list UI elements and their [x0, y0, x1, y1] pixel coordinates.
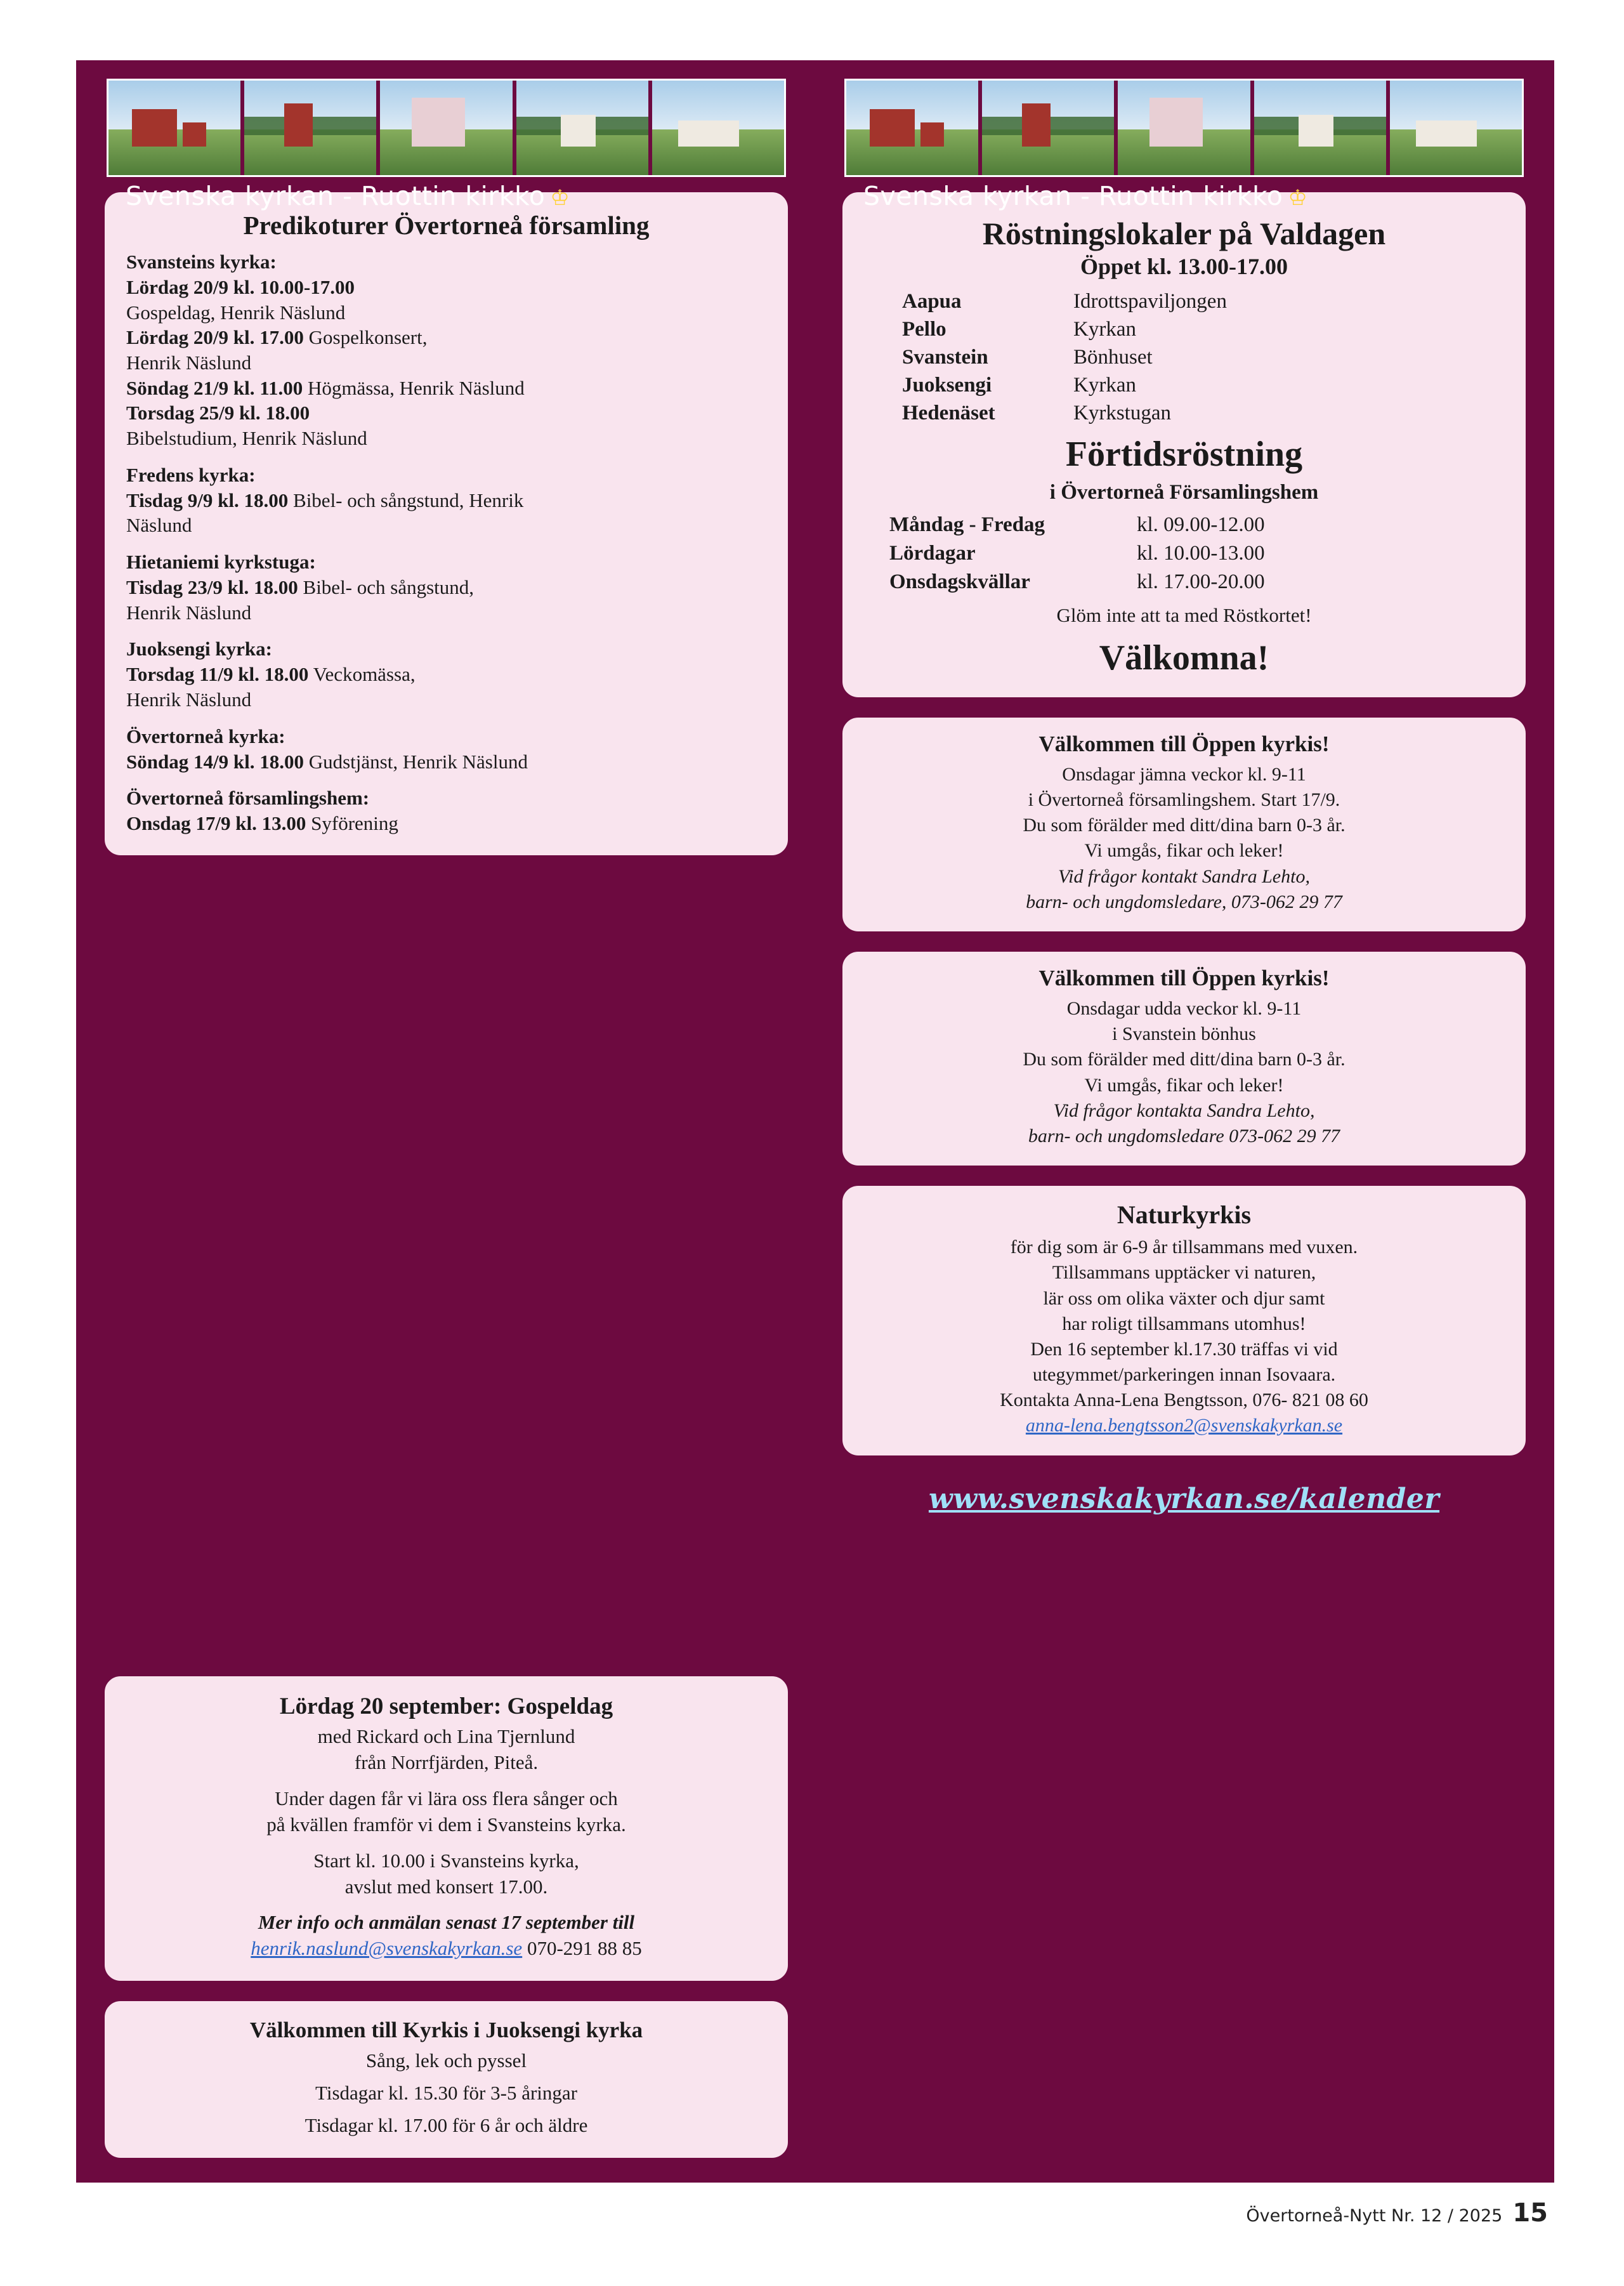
left-column — [89, 70, 804, 2176]
open-kyrkis-line: Onsdagar jämna veckor kl. 9-11 — [1062, 763, 1306, 785]
crown-icon: ♔ — [1288, 185, 1308, 211]
voting-place: Aapua — [902, 290, 962, 313]
early-voting-title: Förtidsröstning — [1065, 435, 1303, 474]
schedule-line: Lördag 20/9 kl. 17.00 Gospelkonsert, — [126, 326, 428, 349]
voting-time: kl. 09.00-12.00 — [1137, 513, 1265, 536]
email-link[interactable]: anna-lena.bengtsson2@svenskakyrkan.se — [1025, 1415, 1343, 1436]
right-column — [827, 70, 1542, 2176]
left-spacer — [89, 874, 804, 1674]
table-row — [902, 290, 1504, 313]
gospel-day-contact — [126, 1936, 766, 1962]
naturkyrkis-line: Den 16 september kl.17.30 träffas vi vid — [1030, 1338, 1338, 1360]
voting-time: kl. 17.00-20.00 — [1137, 570, 1265, 593]
open-kyrkis-line: Onsdagar udda veckor kl. 9-11 — [1066, 998, 1302, 1020]
table-row — [902, 318, 1504, 341]
voting-venue: Idrottspaviljongen — [1073, 290, 1227, 313]
schedule-line: Gospeldag, Henrik Näslund — [126, 301, 346, 324]
gospel-day-start: Start kl. 10.00 i Svansteins kyrka, — [313, 1849, 579, 1872]
voting-welcome: Välkomna! — [1099, 638, 1269, 678]
voting-venue: Kyrkan — [1073, 318, 1136, 341]
church-photo — [1254, 81, 1386, 175]
group-label: Juoksengi kyrka: — [126, 638, 272, 660]
voting-time: kl. 10.00-13.00 — [1137, 542, 1265, 565]
voting-venue: Kyrkstugan — [1073, 402, 1171, 424]
voting-box — [841, 190, 1528, 699]
schedule-line: Lördag 20/9 kl. 10.00-17.00 — [126, 276, 355, 298]
naturkyrkis-line: utegymmet/parkeringen innan Isovaara. — [1032, 1364, 1336, 1386]
schedule-line: Onsdag 17/9 kl. 13.00 Syförening — [126, 812, 398, 835]
naturkyrkis-box — [841, 1184, 1528, 1457]
church-photo — [516, 81, 648, 175]
gospel-day-start: avslut med konsert 17.00. — [344, 1875, 548, 1898]
table-row — [902, 346, 1504, 369]
preaching-group — [126, 787, 766, 836]
early-voting-times-table — [889, 513, 1504, 594]
right-photo-band — [827, 70, 1542, 211]
voting-venue: Bönhuset — [1073, 346, 1153, 369]
gospel-day-line: från Norrfjärden, Piteå. — [354, 1751, 539, 1773]
open-kyrkis-line: i Övertorneå församlingshem. Start 17/9. — [1028, 789, 1340, 811]
gospel-day-box — [103, 1674, 790, 1983]
naturkyrkis-line: lär oss om olika växter och djur samt — [1043, 1287, 1325, 1309]
voting-subtitle: Öppet kl. 13.00-17.00 — [1080, 254, 1288, 279]
group-label: Övertorneå församlingshem: — [126, 787, 370, 810]
church-photo — [1118, 81, 1250, 175]
kyrkis-line: Tisdagar kl. 15.30 för 3-5 åringar — [315, 2082, 577, 2105]
voting-place: Svanstein — [902, 346, 988, 369]
open-kyrkis-contact: barn- och ungdomsledare, 073-062 29 77 — [1026, 891, 1342, 912]
voting-venue: Kyrkan — [1073, 374, 1136, 397]
voting-title: Röstningslokaler på Valdagen — [982, 216, 1386, 251]
left-banner-title — [107, 177, 786, 211]
schedule-line: Henrik Näslund — [126, 688, 252, 711]
church-photo — [1390, 81, 1522, 175]
voting-locations-table — [902, 290, 1504, 425]
preaching-group — [126, 464, 766, 538]
schedule-line: Henrik Näslund — [126, 351, 252, 374]
open-kyrkis-contact: Vid frågor kontakt Sandra Lehto, — [1058, 865, 1310, 887]
right-banner-text: Svenska kyrkan - Ruottin kirkko — [863, 181, 1283, 211]
preaching-group — [126, 551, 766, 625]
church-photo — [982, 81, 1114, 175]
open-kyrkis-contact: Vid frågor kontakta Sandra Lehto, — [1053, 1100, 1315, 1121]
kyrkis-line: Tisdagar kl. 17.00 för 6 år och äldre — [304, 2114, 588, 2137]
open-kyrkis-title: Välkommen till Öppen kyrkis! — [1038, 731, 1330, 756]
schedule-line: Tisdag 23/9 kl. 18.00 Bibel- och sångstund, — [126, 576, 475, 599]
group-label: Hietaniemi kyrkstuga: — [126, 551, 316, 574]
naturkyrkis-title: Naturkyrkis — [1116, 1200, 1252, 1230]
schedule-line: Henrik Näslund — [126, 601, 252, 624]
church-photo — [652, 81, 784, 175]
group-label: Fredens kyrka: — [126, 463, 256, 486]
church-photo — [380, 81, 512, 175]
schedule-line: Söndag 21/9 kl. 11.00 Högmässa, Henrik Näslund — [126, 376, 525, 399]
voting-reminder: Glöm inte att ta med Röstkortet! — [1056, 604, 1312, 626]
gospel-day-info: Mer info och anmälan senast 17 september till — [258, 1911, 635, 1934]
preaching-title: Predikoturer Övertorneå församling — [243, 211, 650, 240]
page-footer — [1246, 2198, 1548, 2228]
voting-day: Lördagar — [889, 542, 976, 565]
open-kyrkis-even-box — [841, 716, 1528, 933]
schedule-line: Torsdag 25/9 kl. 18.00 — [126, 402, 310, 424]
table-row — [889, 570, 1504, 594]
naturkyrkis-line: Kontakta Anna-Lena Bengtsson, 076- 821 08 60 — [1000, 1389, 1368, 1411]
kyrkis-line: Sång, lek och pyssel — [365, 2049, 527, 2072]
church-photo — [846, 81, 978, 175]
voting-place: Juoksengi — [902, 374, 992, 397]
table-row — [902, 402, 1504, 425]
left-photo-band — [89, 70, 804, 211]
kyrkis-title: Välkommen till Kyrkis i Juoksengi kyrka — [249, 2018, 643, 2043]
gospel-day-paragraph: Under dagen får vi lära oss flera sånger och — [275, 1787, 618, 1810]
two-column-layout — [89, 70, 1542, 2176]
gospel-day-line: med Rickard och Lina Tjernlund — [317, 1725, 575, 1748]
preaching-group — [126, 725, 766, 775]
kyrkis-juoksengi-box — [103, 1999, 790, 2160]
open-kyrkis-line: Du som förälder med ditt/dina barn 0-3 år. — [1023, 815, 1346, 836]
open-kyrkis-line: Vi umgås, fikar och leker! — [1084, 1074, 1284, 1096]
early-voting-subtitle: i Övertorneå Församlingshem — [1049, 481, 1319, 504]
open-kyrkis-line: Du som förälder med ditt/dina barn 0-3 år. — [1023, 1049, 1346, 1070]
schedule-line: Torsdag 11/9 kl. 18.00 Veckomässa, — [126, 663, 416, 686]
naturkyrkis-line: för dig som är 6-9 år tillsammans med vuxen. — [1010, 1237, 1358, 1258]
schedule-line: Tisdag 9/9 kl. 18.00 Bibel- och sångstund, Henrik — [126, 489, 524, 511]
publication-info: Övertorneå-Nytt Nr. 12 / 2025 — [1246, 2206, 1503, 2226]
voting-place: Pello — [902, 318, 946, 341]
gospel-day-paragraph: på kvällen framför vi dem i Svansteins kyrka. — [266, 1813, 626, 1836]
church-photo-strip-right — [844, 79, 1524, 177]
naturkyrkis-line: har roligt tillsammans utomhus! — [1062, 1313, 1306, 1334]
right-banner-title — [844, 177, 1524, 211]
preaching-group — [126, 638, 766, 712]
website-link[interactable]: www.svenskakyrkan.se/kalender — [928, 1482, 1440, 1515]
group-label: Övertorneå kyrka: — [126, 725, 285, 747]
schedule-line: Näslund — [126, 514, 192, 537]
schedule-line: Bibelstudium, Henrik Näslund — [126, 427, 367, 450]
open-kyrkis-contact: barn- och ungdomsledare 073-062 29 77 — [1028, 1125, 1340, 1146]
gospel-day-title: Lördag 20 september: Gospeldag — [279, 1693, 613, 1720]
table-row — [889, 542, 1504, 565]
group-label: Svansteins kyrka: — [126, 251, 277, 273]
preaching-group — [126, 251, 766, 451]
table-row — [889, 513, 1504, 537]
church-photo — [244, 81, 376, 175]
preaching-schedule-box — [103, 190, 790, 857]
church-photo-strip-left — [107, 79, 786, 177]
naturkyrkis-line: Tillsammans upptäcker vi naturen, — [1052, 1262, 1316, 1284]
crown-icon: ♔ — [550, 185, 570, 211]
table-row — [902, 374, 1504, 397]
schedule-line: Söndag 14/9 kl. 18.00 Gudstjänst, Henrik Näslund — [126, 750, 528, 773]
open-kyrkis-odd-box — [841, 950, 1528, 1167]
voting-day: Måndag - Fredag — [889, 513, 1045, 536]
church-photo — [108, 81, 240, 175]
page-number: 15 — [1512, 2198, 1548, 2228]
open-kyrkis-line: i Svanstein bönhus — [1112, 1023, 1256, 1045]
open-kyrkis-line: Vi umgås, fikar och leker! — [1084, 840, 1284, 862]
phone-number: 070-291 88 85 — [522, 1937, 642, 1960]
open-kyrkis-title: Välkommen till Öppen kyrkis! — [1038, 966, 1330, 991]
voting-place: Hedenäset — [902, 402, 995, 424]
email-link[interactable]: henrik.naslund@svenskakyrkan.se — [251, 1937, 523, 1960]
left-banner-text: Svenska kyrkan - Ruottin kirkko — [126, 181, 546, 211]
voting-day: Onsdagskvällar — [889, 570, 1030, 593]
naturkyrkis-email-line — [861, 1413, 1507, 1438]
